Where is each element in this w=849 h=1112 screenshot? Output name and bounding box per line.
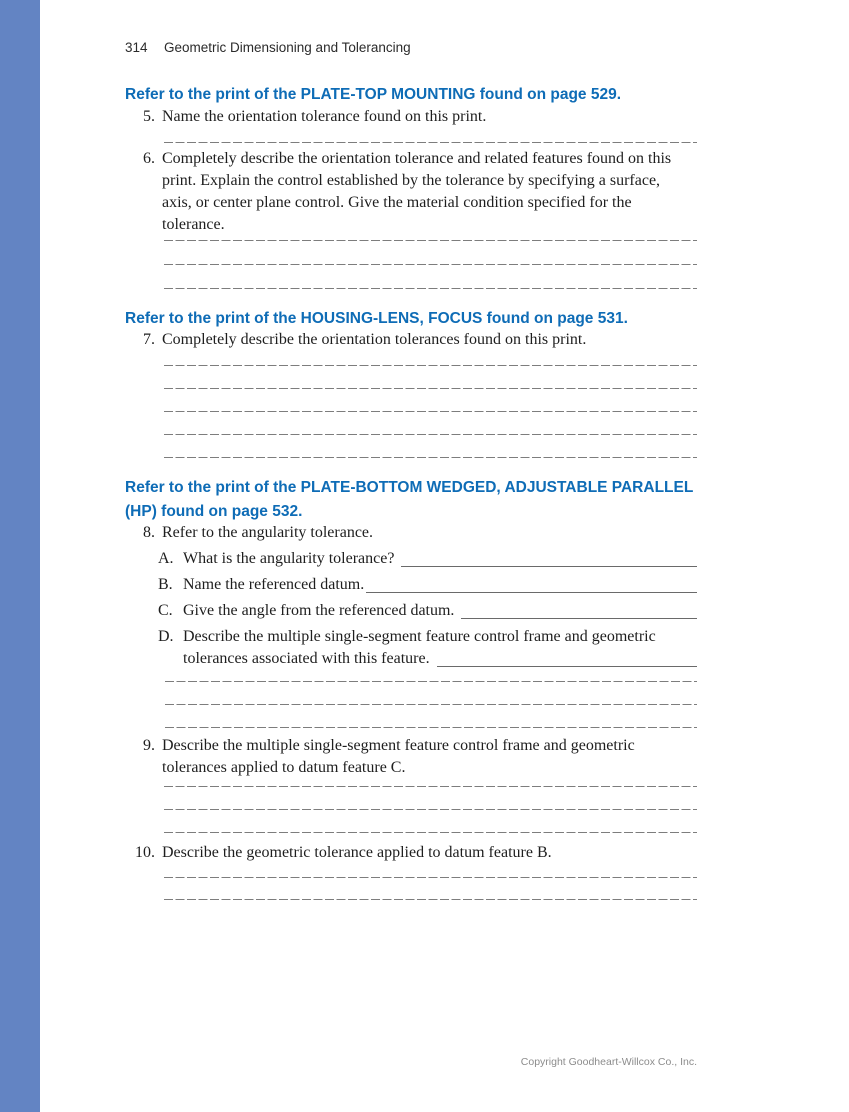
question-number: 8. [143,524,155,541]
question-9 [125,735,697,833]
section-heading-plate-bottom-wedged [125,476,697,524]
question-10 [125,842,697,900]
question-text: Refer to the angularity tolerance. [162,524,374,541]
running-head-title: Geometric Dimensioning and Tolerancing [164,40,411,55]
sub-item-text: Describe the multiple single-segment feature control frame and geometric [183,628,656,645]
question-8 [125,522,697,728]
answer-blank-inline [366,574,697,593]
answer-line [164,411,697,412]
section-heading-plate-top-mounting: Refer to the print of the PLATE-TOP MOUNTING found on page 529. [125,86,622,103]
answer-line [164,365,697,366]
question-text: Completely describe the orientation tolerances found on this print. [162,331,587,348]
question-text: Name the orientation tolerance found on this print. [162,108,487,125]
question-text: Completely describe the orientation tolerance and related features found on this [162,150,672,167]
question-number: 7. [143,331,155,348]
answer-line [164,288,697,289]
sub-item-a [125,548,697,570]
sub-item-d [125,626,697,670]
sub-item-letter: C. [158,602,173,619]
question-7 [125,329,697,458]
answer-line [164,388,697,389]
question-6 [125,148,697,289]
question-text: axis, or center plane control. Give the material condition specified for the [162,194,632,211]
sub-item-b [125,574,697,596]
section-heading-line: (HP) found on page 532. [125,503,303,520]
sub-item-letter: A. [158,550,174,567]
running-head [125,40,697,55]
answer-line [164,877,697,878]
answer-line [164,434,697,435]
section-heading-line: Refer to the print of the PLATE-BOTTOM WEDGED, ADJUSTABLE PARALLEL [125,479,694,496]
page-number: 314 [125,40,148,55]
question-number: 6. [143,150,155,167]
sub-item-text: What is the angularity tolerance? [183,550,395,567]
answer-blank-inline [461,600,697,619]
question-number: 5. [143,108,155,125]
sub-item-text: Name the referenced datum. [183,576,365,593]
answer-line [164,264,697,265]
question-text: print. Explain the control established by the tolerance by specifying a surface, [162,172,661,189]
answer-line [165,681,697,682]
sub-item-c [125,600,697,622]
sub-item-text: Give the angle from the referenced datum. [183,602,455,619]
question-text: Describe the geometric tolerance applied to datum feature B. [162,844,552,861]
answer-line [165,727,697,728]
footer-copyright: Copyright Goodheart-Willcox Co., Inc. [520,1056,697,1068]
answer-line [164,240,697,241]
answer-line [164,832,697,833]
answer-line [164,899,697,900]
section-heading-housing-lens-focus: Refer to the print of the HOUSING-LENS, FOCUS found on page 531. [125,310,628,327]
question-5 [125,106,697,143]
answer-line [164,457,697,458]
answer-blank-inline [437,648,697,667]
answer-line [164,142,697,143]
sub-item-letter: D. [158,628,174,645]
answer-line [165,704,697,705]
answer-line [164,809,697,810]
left-accent-bar [0,0,40,1112]
question-text: Describe the multiple single-segment feature control frame and geometric [162,737,635,754]
question-text: tolerance. [162,216,225,233]
question-number: 9. [143,737,155,754]
sub-item-letter: B. [158,576,173,593]
question-text: tolerances applied to datum feature C. [162,759,406,776]
answer-blank-inline [401,548,697,567]
sub-item-text: tolerances associated with this feature. [183,650,430,667]
question-number: 10. [135,844,155,861]
answer-line [164,786,697,787]
